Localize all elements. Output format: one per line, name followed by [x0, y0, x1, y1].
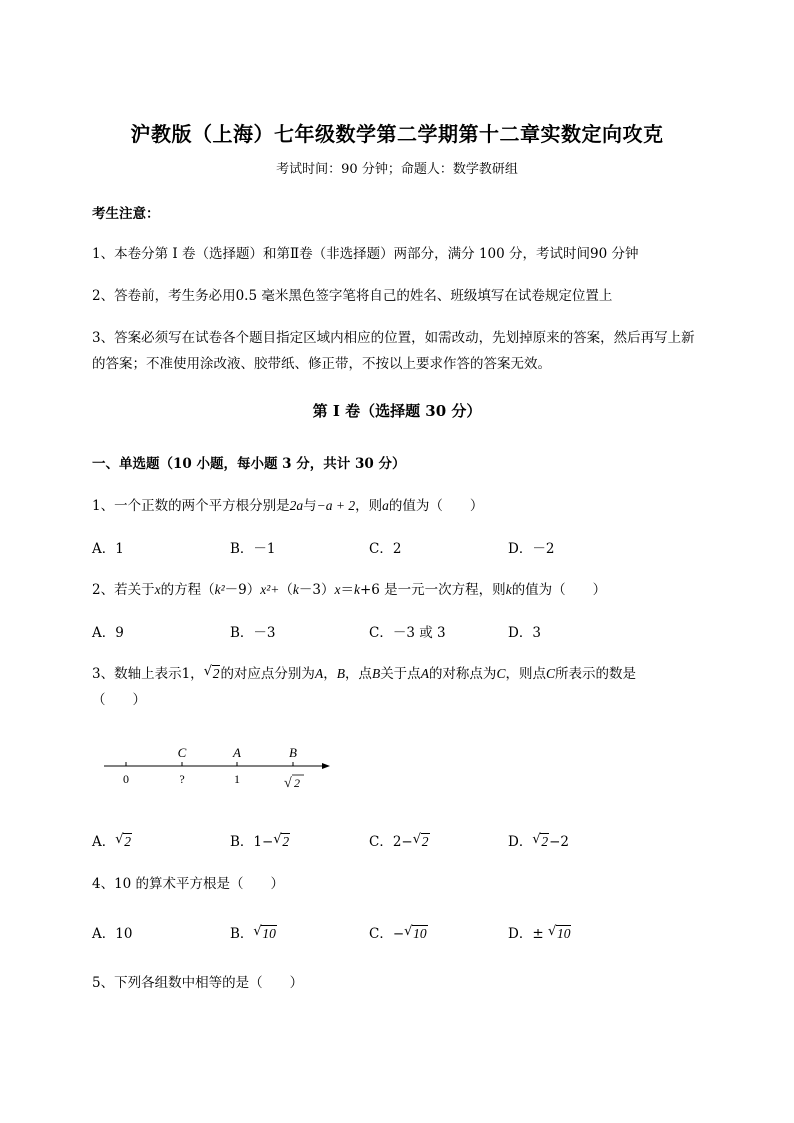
q3-option-a: A． √ 2	[92, 832, 131, 850]
question-1-stem: 1、一个正数的两个平方根分别是2a与−a + 2，则a的值为（ ）	[92, 498, 484, 514]
notice-item-2: 2、答卷前，考生务必用0.5 毫米黑色签字笔将自己的姓名、班级填写在试卷规定位置上	[92, 288, 613, 304]
q1-option-a: A．1	[92, 541, 124, 557]
q3-option-d: D． √ 2−2	[508, 832, 569, 850]
q1-option-d: D．－2	[508, 541, 555, 557]
q1-option-c: C．2	[369, 541, 402, 557]
q2-option-c: C．－3 或 3	[369, 625, 446, 641]
point-label-b: B	[289, 745, 297, 760]
point-label-c: C	[177, 745, 187, 760]
sqrt-symbol: √ 2	[532, 832, 549, 849]
sqrt-icon: √	[284, 776, 292, 791]
sqrt-symbol: √ 10	[547, 924, 571, 941]
q4-option-a: A．10	[92, 926, 133, 942]
number-line-figure	[98, 738, 338, 798]
sqrt-symbol: √ 10	[253, 924, 276, 941]
page-title: 沪教版（上海）七年级数学第二学期第十二章实数定向攻克	[130, 122, 664, 146]
q1-option-b: B．－1	[230, 541, 276, 557]
part-title: 一、单选题（10 小题，每小题 3 分，共计 30 分）	[92, 456, 406, 472]
point-label-a: A	[233, 745, 241, 760]
question-5-stem: 5、下列各组数中相等的是（ ）	[92, 975, 304, 991]
q4-option-d: D．± √ 10	[508, 924, 571, 942]
section-title: 第 I 卷（选择题 30 分）	[312, 402, 482, 420]
sqrt-symbol: √ 2	[412, 832, 429, 849]
question-2-stem: 2、若关于x的方程（k²－9）x²+（k－3）x＝k+6 是一元一次方程，则k的值为（ ）	[92, 582, 607, 598]
sqrt-symbol: √ 2	[115, 832, 131, 849]
value-label-a: 1	[234, 772, 240, 786]
page-subtitle: 考试时间：90 分钟；命题人：数学教研组	[276, 162, 518, 177]
sqrt-symbol: √ 2	[203, 664, 220, 681]
value-label-0: 0	[123, 772, 129, 786]
question-4-stem: 4、10 的算术平方根是（ ）	[92, 876, 285, 892]
value-label-b: 2	[294, 776, 300, 790]
q4-option-c: C．− √ 10	[369, 924, 427, 942]
sqrt-symbol: √ 2	[273, 832, 290, 849]
q2-option-a: A．9	[92, 625, 124, 641]
notice-item-1: 1、本卷分第 I 卷（选择题）和第Ⅱ卷（非选择题）两部分，满分 100 分，考试时间90 分钟	[92, 246, 639, 262]
question-3-stem-cont: （ ）	[92, 692, 146, 708]
q3-option-b: B．1− √ 2	[230, 832, 290, 850]
q2-option-b: B．－3	[230, 625, 276, 641]
question-3-stem: 3、数轴上表示1， √ 2的对应点分别为A，B，点B关于点A的对称点为C，则点C所表示的数是	[92, 664, 636, 682]
notice-heading: 考生注意：	[92, 206, 160, 222]
number-line-arrow	[322, 763, 330, 769]
notice-item-3: 3、答案必须写在试卷各个题目指定区域内相应的位置，如需改动，先划掉原来的答案，然后再写上新	[92, 330, 695, 346]
q3-option-c: C．2− √ 2	[369, 832, 429, 850]
notice-item-3-cont: 的答案；不准使用涂改液、胶带纸、修正带，不按以上要求作答的答案无效。	[92, 356, 551, 372]
sqrt-symbol: √ 10	[404, 924, 427, 941]
q2-option-d: D．3	[508, 625, 541, 641]
value-label-c: ?	[179, 772, 185, 786]
q4-option-b: B． √ 10	[230, 924, 276, 942]
